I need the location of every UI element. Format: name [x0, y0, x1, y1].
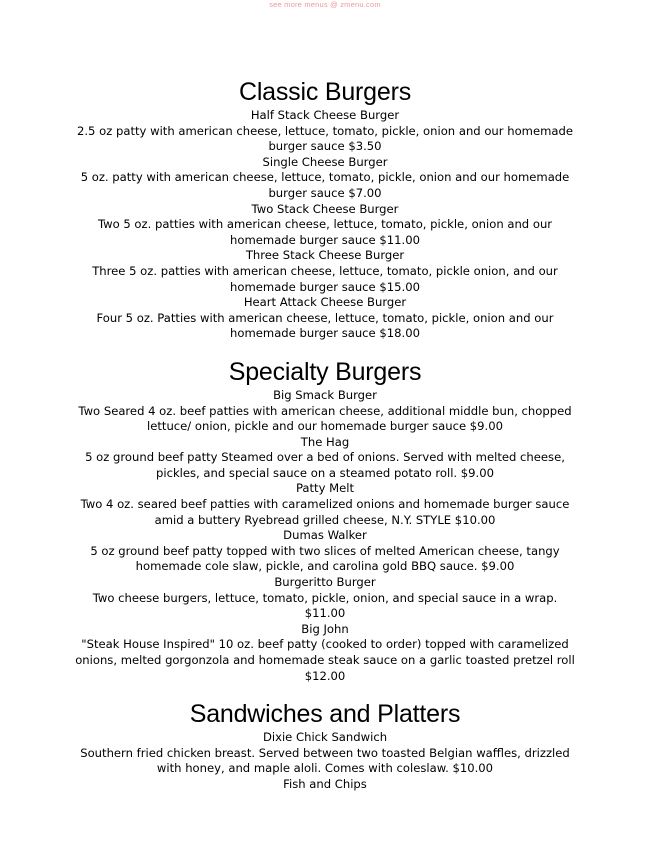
- menu-item-fish-and-chips: [74, 777, 576, 793]
- item-description: Four 5 oz. Patties with american cheese, lettuce, tomato, pickle, onion and our homemade burger sauce $18.00: [96, 310, 554, 341]
- menu-item-big-smack: [74, 388, 576, 435]
- item-name: The Hag: [300, 434, 350, 449]
- item-description: "Steak House Inspired" 10 oz. beef patty (cooked to order) topped with caramelized onions, melted gorgonzola and homemade steak sauce on a garlic toasted pretzel roll $12.00: [75, 637, 575, 683]
- item-description: 2.5 oz patty with american cheese, lettuce, tomato, pickle, onion and our homemade burger sauce $3.50: [77, 123, 573, 154]
- item-name: Big Smack Burger: [273, 387, 377, 402]
- menu-item-heart-attack: [74, 295, 576, 342]
- item-description: Two 5 oz. patties with american cheese, lettuce, tomato, pickle, onion and our homemade burger sauce $11.00: [97, 217, 553, 247]
- section-title: Classic Burgers: [238, 78, 412, 106]
- item-name: Heart Attack Cheese Burger: [243, 295, 407, 310]
- item-name: Burgeritto Burger: [274, 575, 376, 590]
- menu-item-dumas-walker: [74, 528, 576, 575]
- menu-item-burgeritto: [74, 575, 576, 622]
- watermark: see more menus @ zmenu.com: [269, 0, 381, 9]
- menu-item-patty-melt: [74, 481, 576, 528]
- section-title: Sandwiches and Platters: [189, 700, 461, 729]
- menu-item-three-stack: [74, 248, 576, 295]
- item-description: 5 oz ground beef patty Steamed over a bed of onions. Served with melted cheese, pickles, and special sauce on a steamed potato roll. $9.00: [85, 450, 565, 480]
- menu-item-half-stack: [74, 108, 576, 155]
- item-name: Patty Melt: [295, 481, 355, 496]
- menu-item-dixie-chick: [74, 730, 576, 777]
- item-name: Big John: [301, 621, 349, 636]
- item-description: 5 oz. patty with american cheese, lettuce, tomato, pickle, onion and our homemade burger sauce $7.00: [80, 170, 570, 200]
- section-specialty-burgers: [74, 356, 576, 684]
- item-name: Dumas Walker: [283, 528, 367, 543]
- item-name: Dixie Chick Sandwich: [262, 730, 388, 745]
- section-sandwiches-platters: [74, 698, 576, 792]
- menu-item-big-john: [74, 622, 576, 684]
- item-description: Two cheese burgers, lettuce, tomato, pickle, onion, and special sauce in a wrap. $11.00: [92, 590, 558, 621]
- menu-item-single-cheese: [74, 155, 576, 202]
- item-description: 5 oz ground beef patty topped with two slices of melted American cheese, tangy homemade cole slaw, pickle, and carolina gold BBQ sauce. $9.00: [90, 543, 560, 574]
- item-description: Three 5 oz. patties with american cheese, lettuce, tomato, pickle onion, and our homemade burger sauce $15.00: [92, 263, 558, 294]
- section-classic-burgers: [74, 76, 576, 342]
- menu-item-the-hag: [74, 435, 576, 482]
- menu-page: [74, 76, 576, 793]
- item-name: Half Stack Cheese Burger: [250, 108, 400, 122]
- item-name: Three Stack Cheese Burger: [245, 248, 405, 263]
- menu-item-two-stack: [74, 202, 576, 249]
- item-description: Two 4 oz. seared beef patties with caramelized onions and homemade burger sauce amid a buttery Ryebread grilled cheese, N.Y. STYLE $10.00: [80, 497, 570, 527]
- item-description: Southern fried chicken breast. Served between two toasted Belgian waffles, drizzled with honey, and maple aloli. Comes with coleslaw. $10.00: [80, 745, 570, 776]
- item-name: Two Stack Cheese Burger: [251, 201, 399, 216]
- item-name: Single Cheese Burger: [262, 154, 388, 169]
- item-description: Two Seared 4 oz. beef patties with american cheese, additional middle bun, chopped lettuce/ onion, pickle and our homemade burger sauce $9.00: [78, 403, 572, 434]
- item-name: Fish and Chips: [283, 776, 367, 791]
- section-title: Specialty Burgers: [228, 357, 422, 386]
